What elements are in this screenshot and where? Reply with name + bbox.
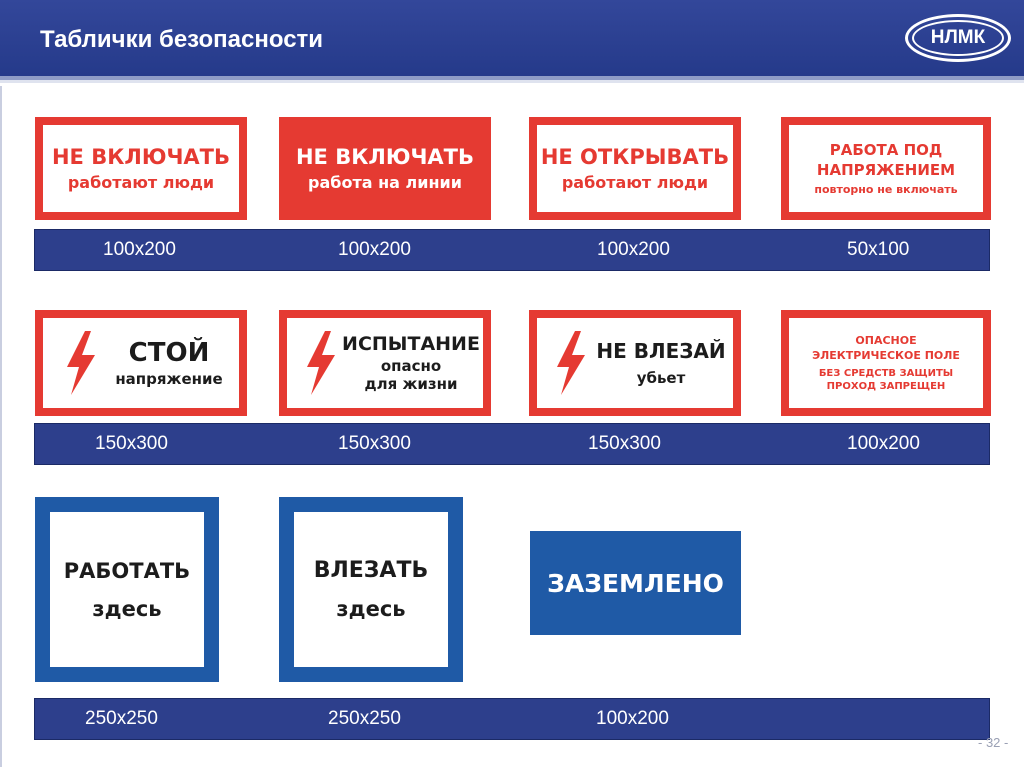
size-label: 150х300 [588, 433, 661, 454]
sign-line-2: здесь [92, 596, 162, 621]
sign-line-1: НЕ ОТКРЫВАТЬ [540, 145, 730, 169]
sign-rabota-pod-napryazheniem [781, 117, 991, 220]
size-label: 250х250 [85, 708, 158, 729]
sign-ne-vlezay [529, 310, 741, 416]
size-bar-row-3 [34, 698, 990, 740]
nlmk-logo [905, 14, 1011, 62]
sign-line-3: для жизни [364, 375, 458, 393]
lightning-bolt-icon [61, 331, 99, 395]
sign-vlezat-zdes [279, 497, 463, 682]
sign-line-2: убьет [636, 369, 686, 387]
size-label: 150х300 [95, 433, 168, 454]
sign-rabotat-zdes [35, 497, 219, 682]
sign-line-1: РАБОТА ПОД [829, 141, 943, 159]
sign-ne-otkryvat [529, 117, 741, 220]
left-margin-rule [0, 86, 2, 767]
sign-line-4: ПРОХОД ЗАПРЕЩЕН [826, 381, 946, 392]
sign-line-3: повторно не включать [814, 183, 958, 196]
sign-line-2: НАПРЯЖЕНИЕМ [816, 161, 956, 179]
header-divider-light [0, 80, 1024, 83]
sign-zazemleno [530, 531, 741, 635]
lightning-bolt-icon [551, 331, 589, 395]
header-bar [0, 0, 1024, 76]
size-bar-row-2 [34, 423, 990, 465]
sign-line-1: СТОЙ [128, 338, 210, 368]
sign-line-2: опасно [380, 357, 442, 375]
sign-line-2: работают люди [67, 173, 215, 192]
slide-title: Таблички безопасности [40, 26, 324, 53]
sign-line-1: ЗАЗЕМЛЕНО [547, 568, 724, 598]
sign-ispytanie [279, 310, 491, 416]
sign-line-2: здесь [336, 597, 406, 621]
sign-line-3: БЕЗ СРЕДСТВ ЗАЩИТЫ [818, 368, 954, 379]
sign-line-1: ОПАСНОЕ [855, 334, 917, 347]
sign-ne-vklyuchat-rabota-na-linii [279, 117, 491, 220]
sign-line-1: НЕ ВКЛЮЧАТЬ [51, 145, 231, 169]
size-bar-row-1 [34, 229, 990, 271]
sign-ne-vklyuchat-rabotayut-lyudi [35, 117, 247, 220]
size-label: 150х300 [338, 433, 411, 454]
sign-line-1: НЕ ВКЛЮЧАТЬ [295, 145, 475, 169]
size-label: 100х200 [596, 708, 669, 729]
sign-line-1: ВЛЕЗАТЬ [313, 558, 429, 583]
sign-opasnoe-elektricheskoe-pole [781, 310, 991, 416]
sign-line-2: работа на линии [308, 173, 462, 192]
sign-line-2: работают люди [561, 173, 709, 192]
sign-line-2: ЭЛЕКТРИЧЕСКОЕ ПОЛЕ [812, 349, 960, 362]
sign-line-1: РАБОТАТЬ [63, 558, 191, 583]
size-label: 100х200 [103, 239, 176, 260]
sign-line-2: напряжение [115, 370, 223, 388]
sign-line-1: НЕ ВЛЕЗАЙ [596, 339, 726, 363]
sign-line-1: ИСПЫТАНИЕ [342, 333, 480, 355]
logo-text: НЛМК [912, 20, 1004, 56]
lightning-bolt-icon [301, 331, 339, 395]
size-label: 100х200 [338, 239, 411, 260]
size-label: 250х250 [328, 708, 401, 729]
size-label: 100х200 [597, 239, 670, 260]
sign-stoy-napryazhenie [35, 310, 247, 416]
size-label: 50х100 [847, 239, 910, 260]
size-label: 100х200 [847, 433, 920, 454]
page-number: - 32 - [978, 735, 1009, 750]
